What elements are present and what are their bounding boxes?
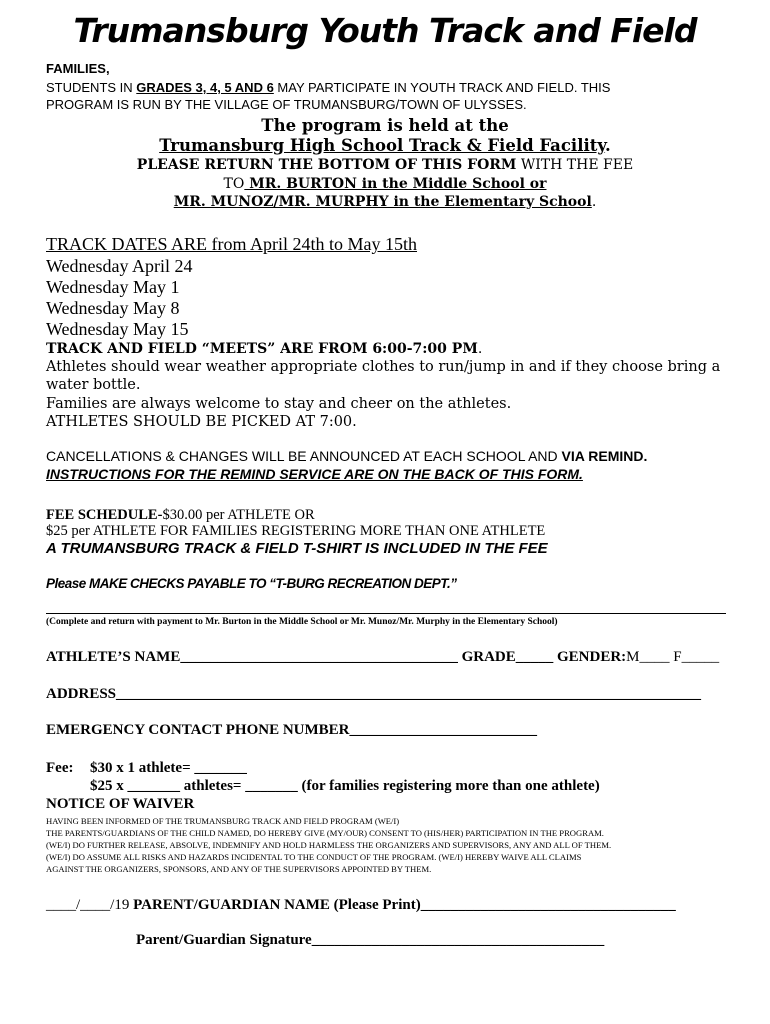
remind-instructions: INSTRUCTIONS FOR THE REMIND SERVICE ARE ON THE BACK OF THIS FORM.: [46, 466, 583, 482]
grade-field[interactable]: _____: [515, 649, 554, 665]
signature-field[interactable]: _______________________________________: [311, 932, 605, 948]
intro-line-1: STUDENTS IN GRADES 3, 4, 5 AND 6 MAY PARTICIPATE IN YOUTH TRACK AND FIELD. THIS: [46, 80, 611, 95]
athlete-info-line: ATHLETE’S NAME_____________________________________ GRADE_____ GENDER:M____ F_____: [46, 649, 720, 665]
parent-name-label: PARENT/GUARDIAN NAME (Please Print): [129, 897, 421, 913]
waiver-text-line: HAVING BEEN INFORMED OF THE TRUMANSBURG TRACK AND FIELD PROGRAM (WE/I): [46, 816, 400, 826]
parent-name-field[interactable]: __________________________________: [420, 897, 676, 913]
complete-and-return-note: (Complete and return with payment to Mr. Burton in the Middle School or Mr. Munoz/Mr. Murphy in the Elementary School): [46, 617, 558, 627]
emergency-contact-line: [46, 722, 537, 739]
fee-label: Fee:: [46, 760, 74, 776]
address-line: [46, 686, 701, 703]
emergency-label: EMERGENCY CONTACT PHONE NUMBER: [46, 722, 350, 738]
fee-schedule-1: FEE SCHEDULE-$30.00 per ATHLETE OR: [46, 507, 315, 523]
program-location-line-1: The program is held at the: [261, 116, 509, 135]
signature-label: Parent/Guardian Signature: [136, 932, 312, 948]
grades-text: GRADES 3, 4, 5 AND 6: [136, 80, 274, 95]
intro-line-2: PROGRAM IS RUN BY THE VILLAGE OF TRUMANSBURG/TOWN OF ULYSSES.: [46, 97, 527, 112]
waiver-heading: NOTICE OF WAIVER: [46, 796, 195, 812]
cancellation-notice: CANCELLATIONS & CHANGES WILL BE ANNOUNCED AT EACH SCHOOL AND VIA REMIND.: [46, 448, 648, 464]
return-instructions-1: PLEASE RETURN THE BOTTOM OF THIS FORM WITH THE FEE: [136, 157, 634, 173]
waiver-text-line: (WE/I) DO FURTHER RELEASE, ABSOLVE, INDEMNIFY AND HOLD HARMLESS THE ORGANIZERS AND SUPERVISORS, ANY AND ALL OF THEM.: [46, 840, 612, 850]
athlete-name-field[interactable]: _____________________________________: [180, 649, 458, 665]
track-date-item: Wednesday May 8: [46, 298, 180, 318]
athlete-note-4: ATHLETES SHOULD BE PICKED AT 7:00.: [46, 414, 357, 430]
waiver-text-line: AGAINST THE ORGANIZERS, SPONSORS, AND ANY OF THE SUPERVISORS APPOINTED BY THEM.: [46, 864, 432, 874]
athlete-note-3: Families are always welcome to stay and cheer on the athletes.: [46, 396, 512, 412]
families-greeting: FAMILIES,: [46, 61, 110, 76]
waiver-text-line: (WE/I) DO ASSUME ALL RISKS AND HAZARDS INCIDENTAL TO THE CONDUCT OF THE PROGRAM. (WE/I) HEREBY WAIVE ALL CLAIMS: [46, 852, 582, 862]
track-date-item: Wednesday May 15: [46, 319, 189, 339]
track-date-item: Wednesday May 1: [46, 277, 180, 297]
tear-off-divider: [46, 613, 726, 614]
athlete-name-label: ATHLETE’S NAME: [46, 649, 181, 665]
date-field[interactable]: ____/____/19: [46, 897, 130, 913]
return-instructions-2: TO MR. BURTON in the Middle School or: [223, 176, 547, 192]
fee-single-field[interactable]: $30 x 1 athlete= _______: [90, 760, 247, 776]
track-dates-heading: TRACK DATES ARE from April 24th to May 15th: [46, 234, 418, 254]
program-location-line-2: Trumansburg High School Track & Field Facility.: [159, 136, 611, 155]
fee-single-line: [46, 760, 247, 777]
return-instructions-3: MR. MUNOZ/MR. MURPHY in the Elementary School.: [173, 194, 597, 210]
track-date-item: Wednesday April 24: [46, 256, 193, 276]
parent-name-line: [46, 897, 676, 914]
athlete-note-2: water bottle.: [46, 377, 141, 393]
waiver-text-line: THE PARENTS/GUARDIANS OF THE CHILD NAMED, DO HEREBY GIVE (MY/OUR) CONSENT TO (HIS/HER) PARTICIPATION IN THE PROGRAM.: [46, 828, 604, 838]
meets-time: TRACK AND FIELD “MEETS” ARE FROM 6:00-7:00 PM.: [46, 341, 483, 357]
gender-male-field[interactable]: M____: [626, 649, 670, 665]
address-field[interactable]: ______________________________________________________________________________: [116, 686, 702, 702]
checks-payable-note: Please MAKE CHECKS PAYABLE TO “T-BURG RECREATION DEPT.”: [46, 576, 457, 591]
athlete-note-1: Athletes should wear weather appropriate clothes to run/jump in and if they choose bring a: [46, 359, 721, 375]
signature-line: [136, 932, 604, 949]
tshirt-included-note: A TRUMANSBURG TRACK & FIELD T-SHIRT IS INCLUDED IN THE FEE: [46, 540, 548, 557]
fee-multiple-line[interactable]: $25 x _______ athletes= _______ (for families registering more than one athlete): [90, 778, 600, 794]
gender-female-field[interactable]: F_____: [669, 649, 720, 665]
fee-schedule-2: $25 per ATHLETE FOR FAMILIES REGISTERING MORE THAN ONE ATHLETE: [46, 523, 546, 539]
page-title: Trumansburg Youth Track and Field: [73, 11, 697, 50]
emergency-phone-field[interactable]: _________________________: [349, 722, 537, 738]
address-label: ADDRESS: [46, 686, 117, 702]
